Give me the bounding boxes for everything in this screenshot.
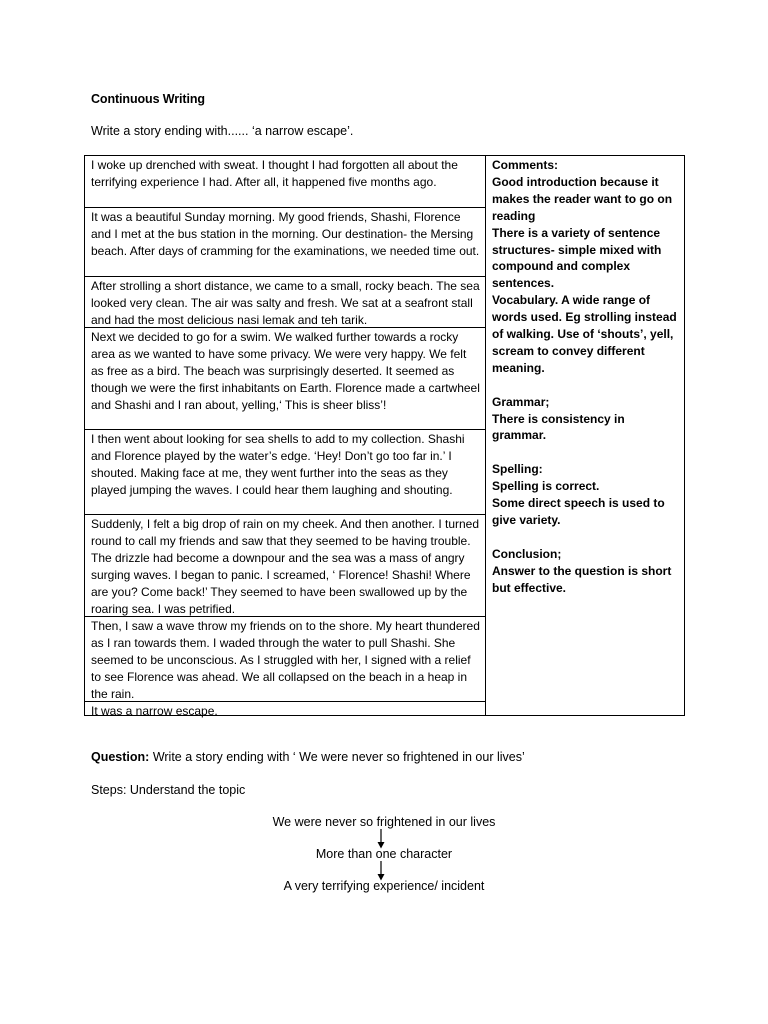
- question-label: Question:: [91, 750, 150, 764]
- comments-column: [492, 157, 682, 597]
- story-paragraph: Suddenly, I felt a big drop of rain on my cheek. And then another. I turned round to call my friends and saw that they seemed to be having trouble. The drizzle had become a downpour and the sea was a mass of angry surging waves. I began to panic. I screamed, ‘ Florence! Shashi! Where are you? Come back!’ They seemed to have been swallowed up by the roaring sea. I was petrified.: [85, 515, 485, 617]
- comment-line: Grammar;: [492, 394, 550, 409]
- story-column: [85, 156, 486, 718]
- down-arrow-icon: [376, 829, 386, 849]
- page-heading: Continuous Writing: [91, 92, 205, 106]
- story-paragraph: It was a narrow escape.: [91, 704, 218, 718]
- comment-line: Good introduction because it makes the reader want to go on reading: [492, 174, 673, 223]
- task-instruction: Write a story ending with...... ‘a narrow escape’.: [91, 124, 354, 138]
- comment-line: Answer to the question is short but effective.: [492, 563, 672, 595]
- comment-line: Comments:: [492, 158, 559, 172]
- question-text: Write a story ending with ‘ We were never so frightened in our lives’: [149, 750, 525, 764]
- comment-line: [492, 444, 682, 461]
- essay-table: [84, 155, 685, 716]
- story-paragraph: After strolling a short distance, we came to a small, rocky beach. The sea looked very clean. The air was salty and fresh. We sat at a seafront stall and had the most delicious nasi lemak and teh tarik.: [85, 277, 485, 328]
- comment-line: [492, 377, 682, 394]
- down-arrow-icon: [376, 861, 386, 881]
- steps-heading: Steps: Understand the topic: [91, 783, 246, 797]
- flow-step: A very terrifying experience/ incident: [283, 879, 485, 893]
- comment-line: There is consistency in grammar.: [492, 411, 625, 443]
- story-paragraph: It was a beautiful Sunday morning. My good friends, Shashi, Florence and I met at the bus station in the morning. Our destination- the Mersing beach. After days of cramming for the examinations, we needed time out.: [85, 208, 485, 277]
- comment-line: Spelling is correct.: [492, 479, 600, 494]
- comment-line: Conclusion;: [492, 546, 562, 561]
- story-paragraph: Next we decided to go for a swim. We walked further towards a rocky area as we wanted to have some privacy. We were very happy. We felt as free as a bird. The beach was surprisingly deserted. It seemed as though we were the first inhabitants on Earth. Florence made a cartwheel and Shashi and I ran about, yelling,‘ This is sheer bliss’!: [85, 328, 485, 430]
- question: [91, 750, 525, 764]
- story-paragraph: Then, I saw a wave throw my friends on to the shore. My heart thundered as I ran towards them. I waded through the water to pull Shashi. She seemed to be unconscious. As I struggled with her, I signed with a relief to see Florence was ahead. We all collapsed on the beach in a heap in the rain.: [85, 617, 485, 702]
- flow-step: More than one character: [315, 847, 453, 861]
- comment-line: Vocabulary. A wide range of words used. Eg strolling instead of walking. Use of ‘shouts’, yell, scream to convey different meaning.: [492, 293, 677, 375]
- comment-line: [492, 529, 682, 546]
- comment-line: Some direct speech is used to give variety.: [492, 496, 665, 527]
- story-paragraph: I then went about looking for sea shells to add to my collection. Shashi and Florence played by the water’s edge. ‘Hey! Don’t go too far in.’ I shouted. Making face at me, they went further into the seas as they played jumping the waves. I could hear them laughing and shouting.: [85, 430, 485, 515]
- story-paragraph: I woke up drenched with sweat. I thought I had forgotten all about the terrifying experience I had. After all, it happened five months ago.: [85, 156, 485, 208]
- flow-step: We were never so frightened in our lives: [272, 815, 496, 829]
- comment-line: There is a variety of sentence structures- simple mixed with compound and complex sentences.: [492, 225, 662, 291]
- comment-line: Spelling:: [492, 462, 543, 477]
